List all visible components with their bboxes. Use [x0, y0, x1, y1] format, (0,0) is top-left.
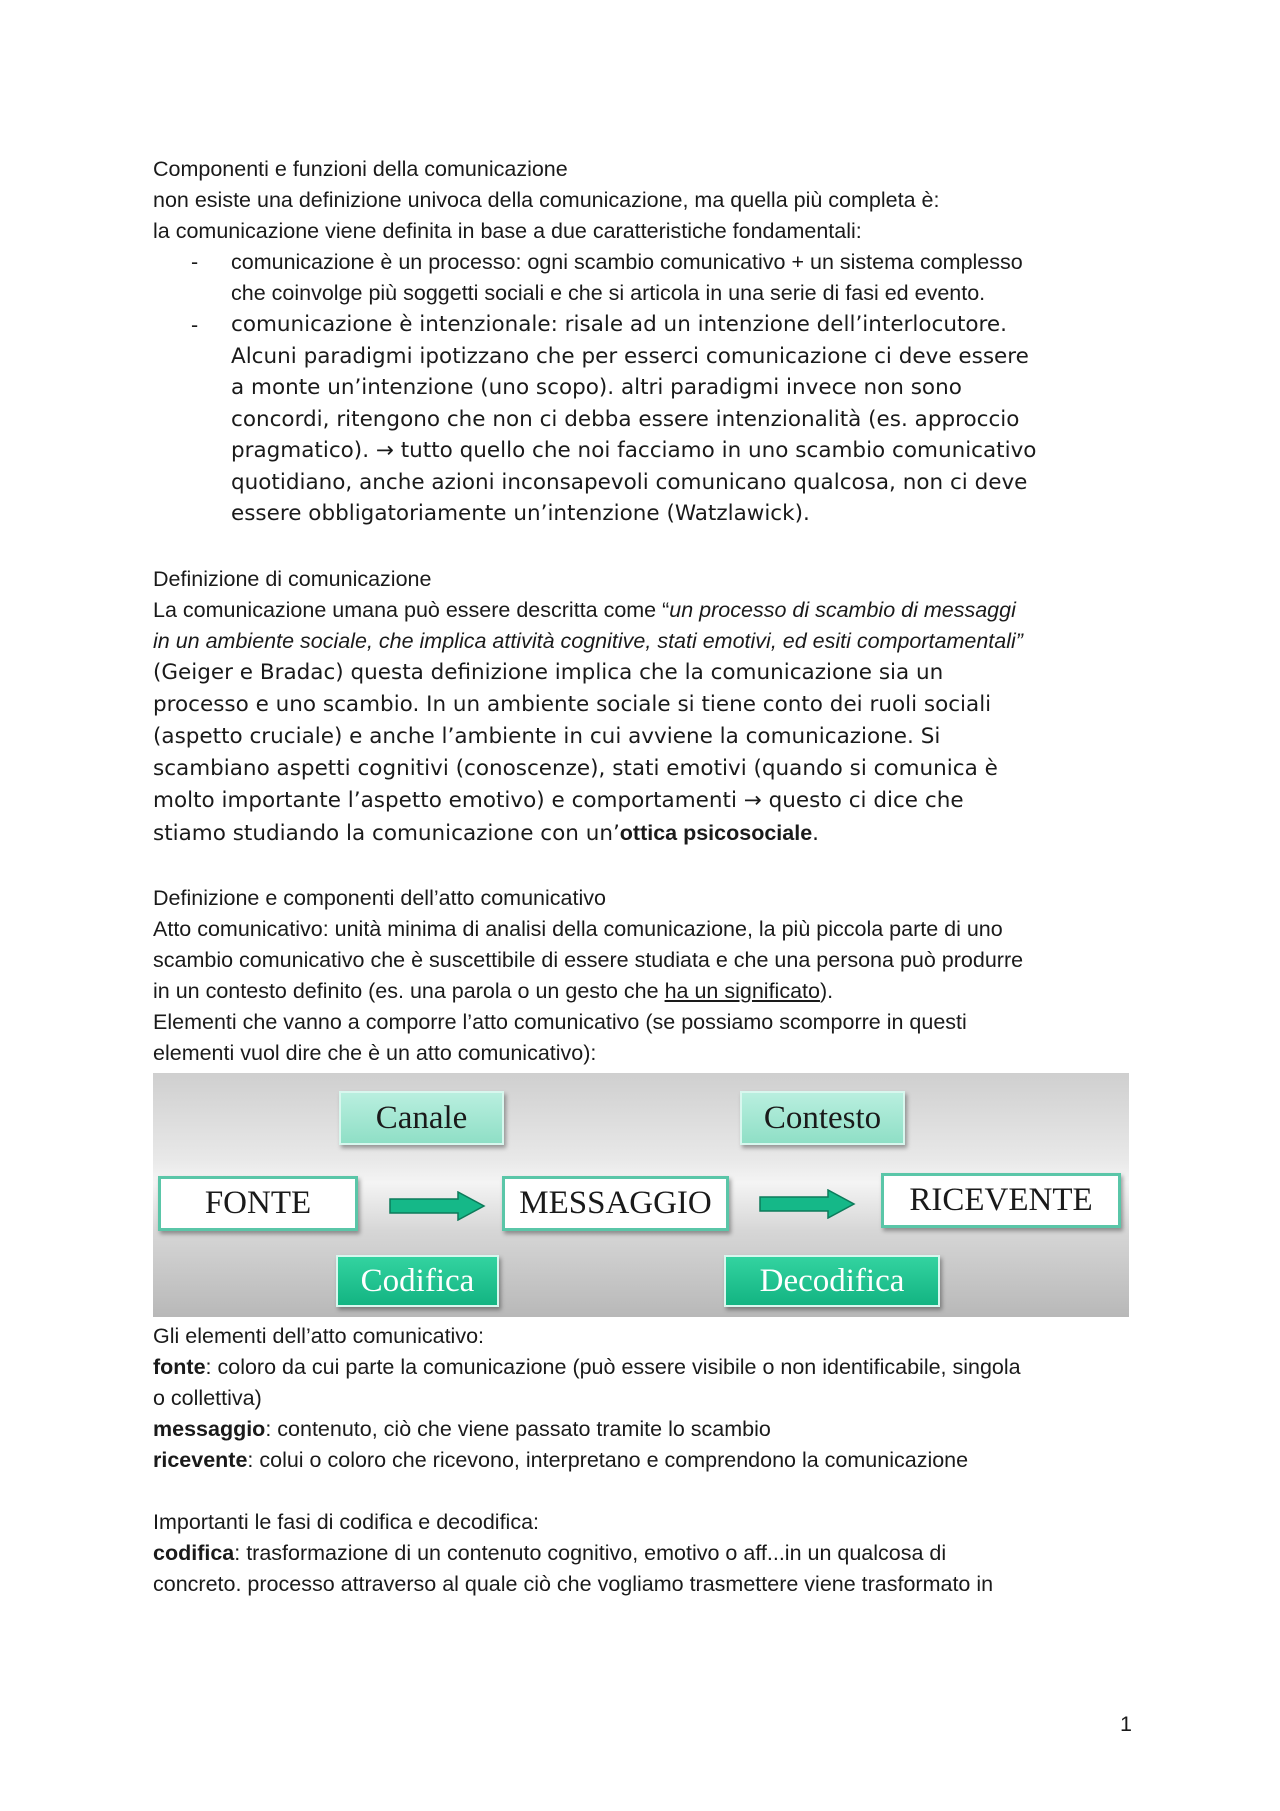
bullet-marker: -: [191, 313, 199, 337]
arrow-icon: [388, 1191, 488, 1221]
paragraph-line: non esiste una definizione univoca della comunicazione, ma quella più completa è:: [153, 188, 940, 212]
bullet-marker: -: [191, 250, 199, 274]
text-run: : colui o coloro che ricevono, interpretano e comprendono la comunicazione: [247, 1448, 969, 1472]
definition-line: [153, 1539, 946, 1567]
quote-italic: in un ambiente sociale, che implica attività cognitive, stati emotivi, ed esiti comportamentali”: [153, 629, 1023, 653]
term-fonte: fonte: [153, 1355, 206, 1379]
paragraph-line: [153, 627, 1023, 655]
section-title-coding: Importanti le fasi di codifica e decodifica:: [153, 1510, 540, 1534]
bold-term: ottica psicosociale: [619, 821, 813, 845]
paragraph-line: (Geiger e Bradac) questa definizione implica che la comunicazione sia un: [153, 660, 944, 685]
definition-line: [153, 1446, 968, 1474]
term-messaggio: messaggio: [153, 1417, 266, 1441]
paragraph-line: [153, 977, 833, 1005]
paragraph-line: la comunicazione viene definita in base a due caratteristiche fondamentali:: [153, 219, 862, 243]
bullet-line: comunicazione è intenzionale: risale ad un intenzione dell’interlocutore.: [231, 312, 1007, 337]
codifica-box: Codifica: [336, 1255, 499, 1307]
text-run: : contenuto, ciò che viene passato tramite lo scambio: [265, 1417, 771, 1441]
decodifica-box: Decodifica: [724, 1255, 940, 1307]
bullet-line: concordi, ritengono che non ci debba essere intenzionalità (es. approccio: [231, 407, 1020, 432]
bullet-line: che coinvolge più soggetti sociali e che si articola in una serie di fasi ed evento.: [231, 281, 986, 305]
page-number: 1: [1120, 1712, 1132, 1736]
text-run: stiamo studiando la comunicazione con un’: [153, 821, 620, 846]
bullet-line: pragmatico). → tutto quello che noi facciamo in uno scambio comunicativo: [231, 438, 1037, 463]
definition-line: o collettiva): [153, 1386, 262, 1410]
bullet-line: Alcuni paradigmi ipotizzano che per esserci comunicazione ci deve essere: [231, 344, 1029, 369]
section-title-definition: Definizione di comunicazione: [153, 567, 432, 591]
text-run: ).: [819, 979, 834, 1003]
bullet-line: comunicazione è un processo: ogni scambio comunicativo + un sistema complesso: [231, 250, 1023, 274]
paragraph-line: elementi vuol dire che è un atto comunicativo):: [153, 1041, 597, 1065]
underlined-text: ha un significato: [664, 979, 820, 1003]
quote-italic: un processo di scambio di messaggi: [669, 598, 1016, 622]
bullet-line: essere obbligatoriamente un’intenzione (Watzlawick).: [231, 501, 810, 526]
definition-line: concreto. processo attraverso al quale ciò che vogliamo trasmettere viene trasformato in: [153, 1572, 994, 1596]
definition-line: [153, 1415, 771, 1443]
paragraph-line: processo e uno scambio. In un ambiente sociale si tiene conto dei ruoli sociali: [153, 692, 992, 717]
section-title-act: Definizione e componenti dell’atto comunicativo: [153, 886, 606, 910]
text-run: : trasformazione di un contenuto cognitivo, emotivo o aff...in un qualcosa di: [234, 1541, 947, 1565]
section-title-elements: Gli elementi dell’atto comunicativo:: [153, 1324, 485, 1348]
bullet-line: a monte un’intenzione (uno scopo). altri paradigmi invece non sono: [231, 375, 962, 400]
canale-box: Canale: [339, 1091, 504, 1145]
text-run: .: [812, 821, 820, 846]
arrow-icon: [758, 1189, 858, 1219]
paragraph-line: Elementi che vanno a comporre l’atto comunicativo (se possiamo scomporre in questi: [153, 1010, 967, 1034]
paragraph-line: molto importante l’aspetto emotivo) e comportamenti → questo ci dice che: [153, 788, 964, 813]
text-run: : coloro da cui parte la comunicazione (può essere visibile o non identificabile, singola: [205, 1355, 1021, 1379]
text-run: La comunicazione umana può essere descritta come “: [153, 598, 670, 622]
fonte-box: FONTE: [158, 1176, 358, 1231]
section-title-components: Componenti e funzioni della comunicazione: [153, 157, 568, 181]
messaggio-box: MESSAGGIO: [502, 1176, 729, 1231]
paragraph-line: scambiano aspetti cognitivi (conoscenze), stati emotivi (quando si comunica è: [153, 756, 998, 781]
text-run: in un contesto definito (es. una parola o un gesto che: [153, 979, 665, 1003]
paragraph-line: [153, 596, 1016, 624]
definition-line: [153, 1353, 1021, 1381]
ricevente-box: RICEVENTE: [881, 1173, 1121, 1228]
paragraph-line: Atto comunicativo: unità minima di analisi della comunicazione, la più piccola parte di uno: [153, 917, 1003, 941]
paragraph-line: scambio comunicativo che è suscettibile di essere studiata e che una persona può produrre: [153, 948, 1024, 972]
bullet-line: quotidiano, anche azioni inconsapevoli comunicano qualcosa, non ci deve: [231, 470, 1028, 495]
term-codifica: codifica: [153, 1541, 235, 1565]
paragraph-line: [153, 819, 819, 848]
contesto-box: Contesto: [740, 1091, 905, 1145]
communication-diagram: [153, 1073, 1129, 1317]
paragraph-line: (aspetto cruciale) e anche l’ambiente in cui avviene la comunicazione. Si: [153, 724, 941, 749]
term-ricevente: ricevente: [153, 1448, 248, 1472]
